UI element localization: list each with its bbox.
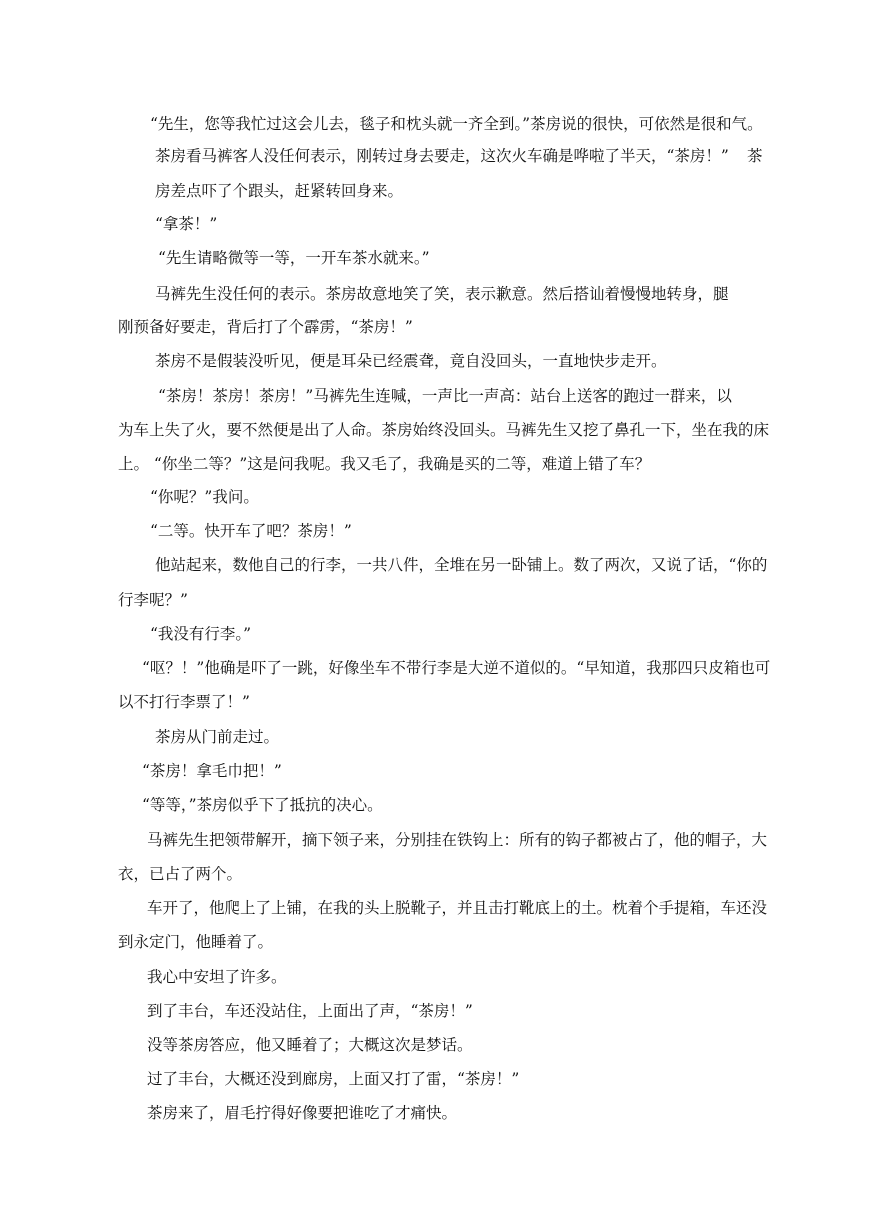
- paragraph-line: 到永定门，他睡着了。: [118, 933, 274, 951]
- paragraph-line: “茶房！拿毛巾把！”: [142, 762, 282, 780]
- paragraph-line: “你呢？”我问。: [150, 488, 259, 506]
- paragraph-line: 茶房从门前走过。: [155, 728, 280, 746]
- paragraph-line: “二等。快开车了吧？茶房！”: [150, 522, 352, 540]
- paragraph-line: 没等茶房答应，他又睡着了；大概这次是梦话。: [147, 1036, 473, 1054]
- paragraph-line: “拿茶！”: [155, 215, 218, 233]
- paragraph-line: 房差点吓了个跟头，赶紧转回身来。: [155, 182, 404, 200]
- paragraph-line: 马裤先生把领带解开，摘下领子来，分别挂在铁钩上：所有的钩子都被占了，他的帽子，大: [147, 831, 768, 849]
- paragraph-line-end: 茶: [747, 147, 763, 165]
- paragraph-line: 茶房看马裤客人没任何表示，刚转过身去要走，这次火车确是哗啦了半天，“茶房！”: [155, 147, 729, 165]
- paragraph-line: “等等，”茶房似乎下了抵抗的决心。: [142, 796, 383, 814]
- paragraph-line: 我心中安坦了许多。: [147, 968, 287, 986]
- paragraph-line: 行李呢？”: [118, 591, 188, 609]
- paragraph-line: “呕？！”他确是吓了一跳，好像坐车不带行李是大逆不道似的。“早知道，我那四只皮箱也可: [142, 659, 771, 677]
- paragraph-line: 过了丰台，大概还没到廊房，上面又打了雷，“茶房！”: [147, 1070, 520, 1088]
- paragraph-line: “我没有行李。”: [150, 625, 252, 643]
- paragraph-line: 衣，已占了两个。: [118, 865, 243, 883]
- paragraph-line: “茶房！茶房！茶房！”马裤先生连喊，一声比一声高：站台上送客的跑过一群来，以: [158, 387, 732, 405]
- paragraph-line: 他站起来，数他自己的行李，一共八件，全堆在另一卧铺上。数了两次，又说了话，“你的: [155, 556, 768, 574]
- paragraph-line: 车开了，他爬上了上铺，在我的头上脱靴子，并且击打靴底上的土。枕着个手提箱，车还没: [147, 899, 768, 917]
- paragraph-line: 为车上失了火，要不然便是出了人命。茶房始终没回头。马裤先生又挖了鼻孔一下，坐在我的床: [118, 421, 770, 439]
- paragraph-line: 茶房来了，眉毛拧得好像要把谁吃了才痛快。: [147, 1104, 458, 1122]
- paragraph-line: 马裤先生没任何的表示。茶房故意地笑了笑，表示歉意。然后搭讪着慢慢地转身，腿: [155, 285, 729, 303]
- paragraph-line: “先生请略微等一等，一开车茶水就来。”: [158, 249, 430, 267]
- paragraph-line: 刚预备好要走，背后打了个霹雳，“茶房！”: [118, 318, 413, 336]
- paragraph-line: 以不打行李票了！”: [118, 693, 250, 711]
- paragraph-line: 到了丰台，车还没站住，上面出了声，“茶房！”: [147, 1002, 473, 1020]
- paragraph-line: 茶房不是假装没听见，便是耳朵已经震聋，竟自没回头，一直地快步走开。: [155, 352, 667, 370]
- paragraph-line: 上。 “你坐二等？”这是问我呢。我又毛了，我确是买的二等，难道上错了车？: [118, 455, 651, 473]
- paragraph-line: “先生，您等我忙过这会儿去，毯子和枕头就一齐全到。”茶房说的很快，可依然是很和气。: [150, 115, 763, 133]
